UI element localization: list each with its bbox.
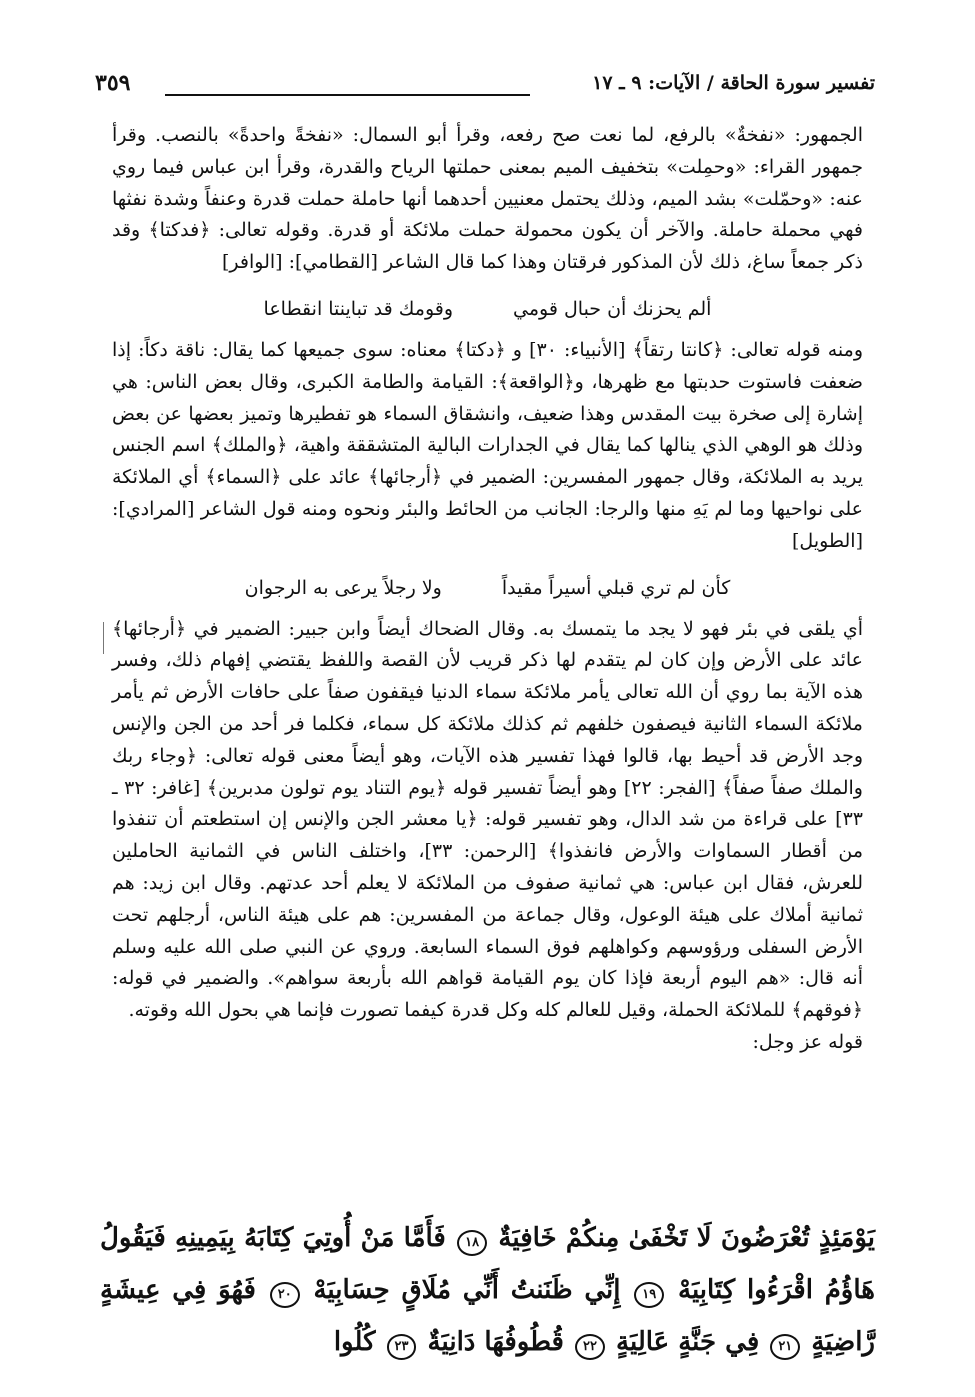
ayah-number-22: ٢٢	[575, 1334, 605, 1360]
ayah-text-23: قُطُوفُهَا دَانِيَةٌ	[427, 1327, 564, 1357]
verse-1-second-hemistich: وقومك قد تباينتا انقطاعا	[263, 297, 454, 320]
header-title: تفسير سورة الحاقة / الآيات: ٩ ـ ١٧	[592, 72, 875, 94]
paragraph-1: الجمهور: «نفخةٌ» بالرفع، لما نعت صح رفعه، وقرأ أبو السمال: «نفخةً واحدةً» بالنصب. وقرأ جمهور القراء: «وحمِلت» بتخفيف الميم بمعنى حملتها الرياح والقدرة، وقرأ ابن عباس فيما روي عنه: «وحمّلت» بشد الميم، وذلك يحتمل معنيين أحدهما أنها حاملة حملت قدرة وعنفاً وشدة نفثها فهي محملة حاملة. والآخر أن يكون محمولة حملت ملائكة أو قدرة. وقوله تعالى: ﴿فدكتا﴾ وقد ذكر جمعاً ساغ، ذلك لأن المذكور فرقتان وهذا كما قال الشاعر [القطامي]: [الوافر]	[112, 124, 863, 274]
paragraph-3: أي يلقى في بئر فهو لا يجد ما يتمسك به. وقال الضحاك أيضاً وابن جبير: الضمير في ﴿أرجائها﴾ عائد على الأرض وإن كان لم يتقدم لها ذكر قريب لأن القصة واللفظ يقتضي إفهام ذلك، وفسر هذه الآية بما روي أن الله تعالى يأمر ملائكة سماء الدنيا فيقفون صفاً على حافات الأرض ثم يأمر ملائكة السماء الثانية فيصفون خلفهم ثم كذلك ملائكة كل سماء، فكلما فر أحد من الجن والإنس وجد الأرض قد أحيط بها، قالوا فهذا تفسير هذه الآيات، وهو أيضاً معنى قوله تعالى: ﴿وجاء ربك والملك صفاً صفاً﴾ [الفجر: ٢٢] وهو أيضاً تفسير قوله ﴿يوم التناد يوم تولون مدبرين﴾ [غافر: ٣٢ ـ ٣٣] على قراءة من شد الدال، وهو تفسير قوله: ﴿يا معشر الجن والإنس إن استطعتم أن تنفذوا من أقطار السماوات والأرض فانفذوا﴾ [الرحمن: ٣٣]، واختلف الناس في الثمانية الحاملين للعرش، فقال ابن عباس: هي ثمانية صفوف من الملائكة لا يعلم أحد عدتهم. وقال ابن زيد: هم ثمانية أملاك على هيئة الوعول، وقال جماعة من المفسرين: هم على هيئة الناس، أرجلهم تحت الأرض السفلى ورؤوسهم وكواهلهم فوق السماء السابعة. وروي عن النبي صلى الله عليه وسلم أنه قال: «هم اليوم أربعة فإذا كان يوم القيامة قواهم الله بأربعة سواهم». والضمير في قوله: ﴿فوقهم﴾ للملائكة الحملة، وقيل للعالم كله وكل قدرة كيفما تصورت فإنما هي بحول الله وقوته.	[112, 617, 864, 1022]
poetry-verse-2	[112, 568, 863, 608]
ayah-text-24-start: كُلُوا	[333, 1327, 376, 1357]
quran-text	[100, 1212, 875, 1368]
verse-2-second-hemistich: ولا رجلاً يرعى به الرجوان	[244, 576, 442, 599]
ayah-number-18: ١٨	[457, 1230, 487, 1256]
ayah-number-19: ١٩	[634, 1282, 664, 1308]
ayah-text-20: إِنِّي ظَنَنتُ أَنِّي مُلَاقٍ حِسَابِيَهْ	[313, 1275, 621, 1305]
ayah-text-18: يَوْمَئِذٍ تُعْرَضُونَ لَا تَخْفَىٰ مِنكُمْ خَافِيَةٌ	[498, 1223, 875, 1253]
page-number: ٣٥٩	[95, 70, 131, 96]
running-header	[95, 72, 875, 112]
paragraph-4: قوله عز وجل:	[752, 1030, 863, 1053]
ayah-text-22: فِي جَنَّةٍ عَالِيَةٍ	[616, 1327, 760, 1357]
ayah-number-21: ٢١	[770, 1334, 800, 1360]
paragraph-2: ومنه قوله تعالى: ﴿كانتا رتقاً﴾ [الأنبياء: ٣٠] و ﴿دكتا﴾ معناه: سوى جميعها كما يقال: ناقة دكاً: إذا ضعفت فاستوت حدبتها مع ظهرها، و﴿الواقعة﴾: القيامة والطامة الكبرى، وقال بعض الناس: هي إشارة إلى صخرة بيت المقدس وهذا ضعيف، وانشقاق السماء هو تفطيرها وتميز بعضها عن بعض وذلك هو الوهي الذي ينالها كما يقال في الجدارات البالية المتشققة واهية، ﴿والملك﴾ اسم الجنس يريد به الملائكة، وقال جمهور المفسرين: الضمير في ﴿أرجائها﴾ عائد على ﴿السماء﴾ أي الملائكة على نواحيها وما لم يَهِ منها والرجا: الجانب من الحائط والبئر ونحوه ومنه قول الشاعر [المرادي]: [الطويل]	[112, 338, 863, 552]
margin-mark	[103, 622, 104, 654]
ayah-text-19: فَأَمَّا مَنْ أُوتِيَ كِتَابَهُ بِيَمِينِهِ فَيَقُولُ هَاؤُمُ اقْرَءُوا كِتَابِيَهْ	[100, 1223, 875, 1305]
poetry-verse-1	[112, 289, 863, 329]
ayah-number-23: ٢٣	[387, 1334, 417, 1360]
verse-1-first-hemistich: ألم يحزنك أن حبال قومي	[513, 297, 712, 320]
ayah-number-20: ٢٠	[270, 1282, 300, 1308]
ayah-text-21: فَهُوَ فِي عِيشَةٍ رَّاضِيَةٍ	[100, 1275, 875, 1357]
verse-2-first-hemistich: كأن لم تري قبلي أسيراً مقيداً	[501, 576, 731, 599]
commentary-text	[112, 120, 863, 1059]
header-rule	[165, 94, 530, 96]
